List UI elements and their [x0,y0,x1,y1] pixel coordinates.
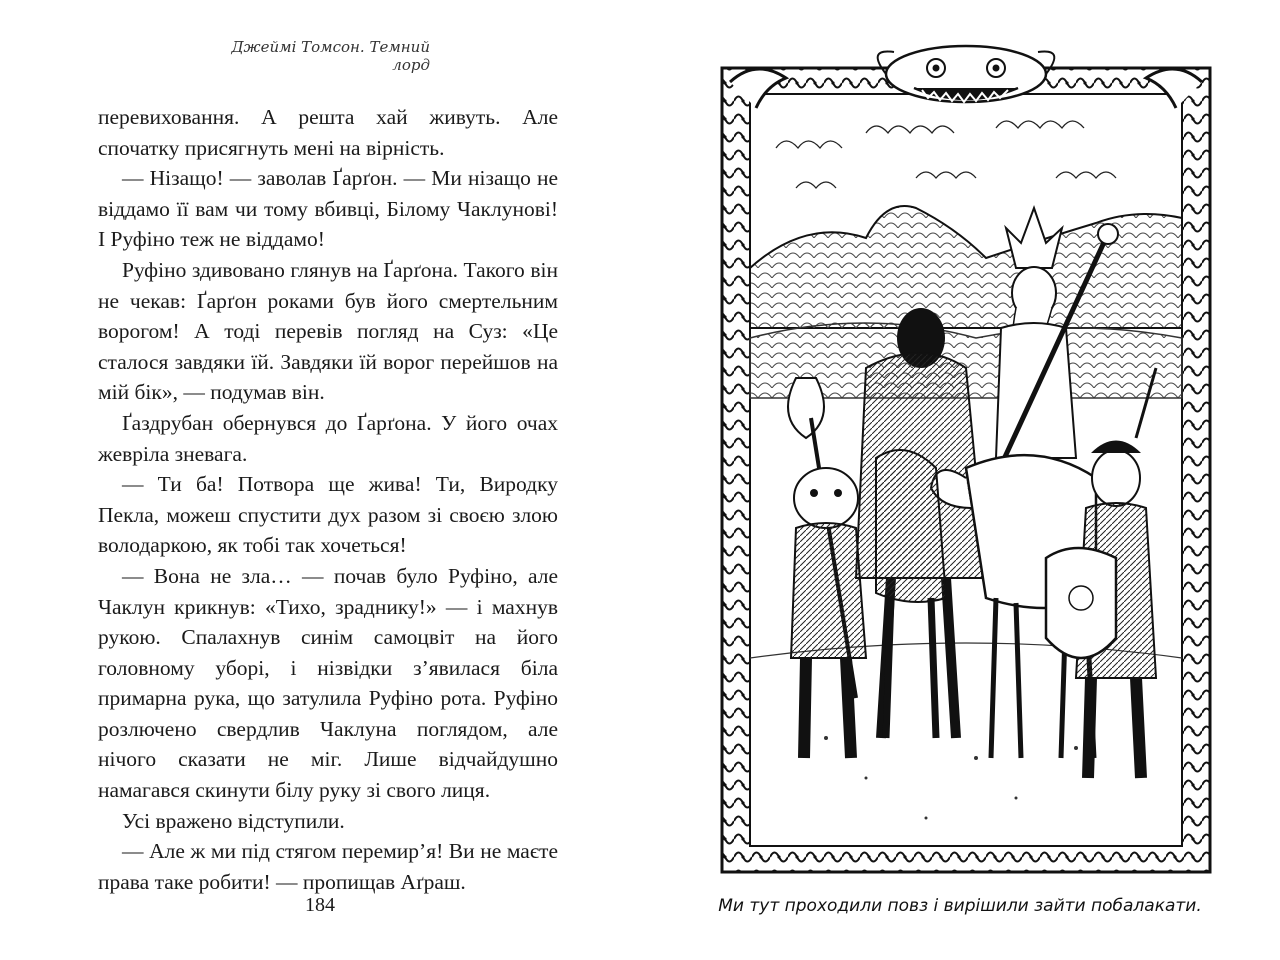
paragraph: — Вона не зла… — почав було Руфіно, але Чаклун крикнув: «Тихо, зраднику!» — і махнув рукою. Спалахнув синім самоцвіт на його головному уборі, і нізвідки з’явилася біла примарна рука, що затулила Руфіно рота. Руфіно розлючено свердлив Чаклуна поглядом, але нічого сказати не міг. Лише відчайдушно намагався скинути білу руку зі свого лиця. [98,563,558,803]
paragraph: — Нізащо! — заволав Ґарґон. — Ми нізащо не віддамо її вам чи тому вбивці, Білому Чаклунові! І Руфіно теж не віддамо! [98,166,558,252]
paragraph: Усі вражено відступили. [122,808,345,833]
paragraph: — Ти ба! Потвора ще жива! Ти, Виродку Пекла, можеш спустити дух разом зі своєю злою володаркою, як тобі так хочеться! [98,472,558,558]
running-head: Джеймі Томсон. Темний лорд [231,38,430,74]
illustration [716,38,1216,878]
right-page [640,0,1280,960]
paragraph: — Але ж ми під стягом перемир’я! Ви не маєте права таке робити! — пропищав Аґраш. [98,839,558,894]
illustration-caption: Ми тут проходили повз і вирішили зайти побалакати. [718,896,1202,916]
paragraph: Руфіно здивовано глянув на Ґарґона. Такого він не чекав: Ґарґон роками був його смертельним ворогом! А тоді перевів погляд на Суз: «Це сталося завдяки їй. Завдяки їй ворог перейшов на мій бік», — подумав він. [98,257,558,405]
page-number: 184 [305,894,335,916]
paragraph: Ґаздрубан обернувся до Ґарґона. У його очах жевріла зневага. [98,410,558,466]
body-text [98,102,558,897]
ink-illustration-icon [716,38,1216,878]
paragraph: перевиховання. А решта хай живуть. Але спочатку присягнуть мені на вірність. [98,105,558,160]
